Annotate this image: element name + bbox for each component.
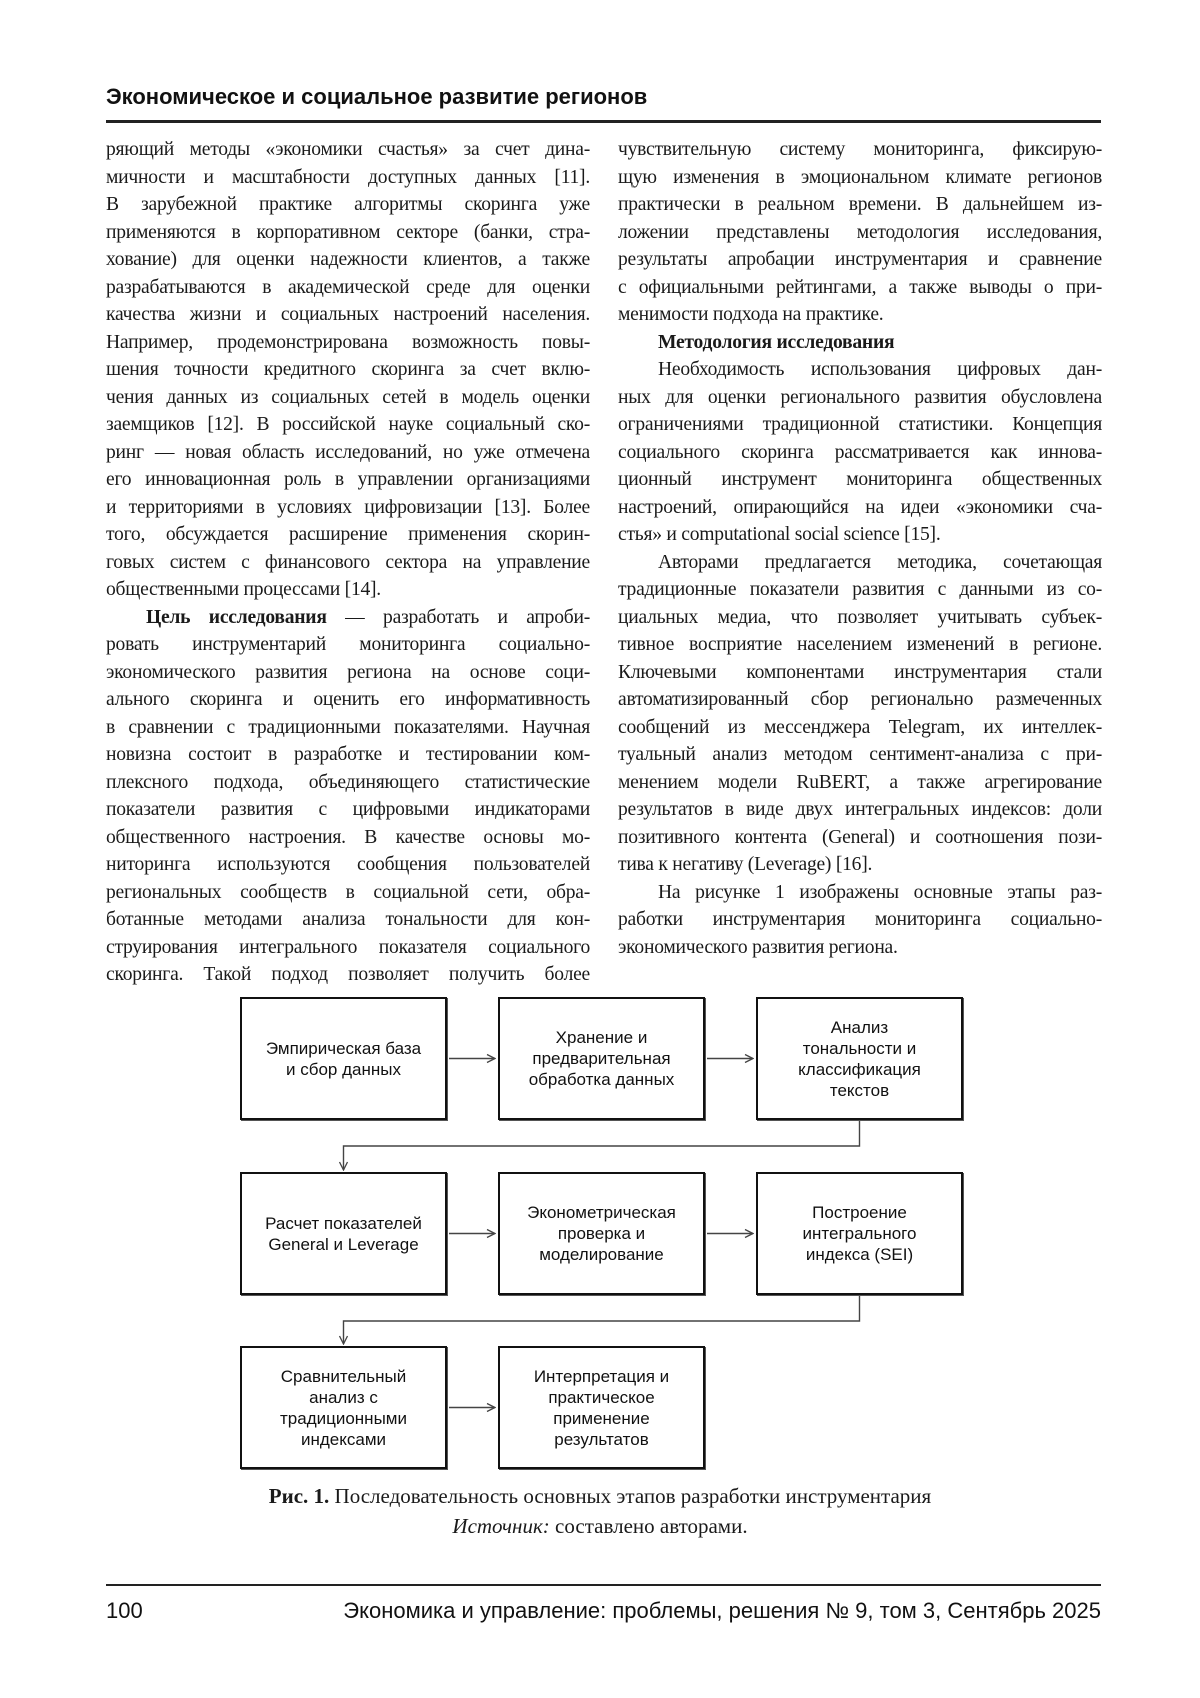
figure-label: Рис. 1. bbox=[268, 1484, 330, 1508]
text-line: Авторами предлагается методика, сочетающая bbox=[658, 551, 1102, 573]
step-text-line: классификация bbox=[798, 1059, 921, 1079]
text-line: Необходимость использования цифровых дан- bbox=[658, 359, 1102, 380]
footer-rule bbox=[106, 1584, 1101, 1586]
step-text-line: текстов bbox=[829, 1080, 890, 1100]
text-line: экономического развития региона на основе соци- bbox=[106, 661, 590, 683]
text-line: заемщиков [12]. В российской науке социальный ско- bbox=[106, 414, 590, 435]
step-text-line: индекса (SEI) bbox=[805, 1245, 914, 1264]
flowchart-step bbox=[756, 1172, 963, 1295]
step-text-line: Расчет показателей bbox=[265, 1213, 422, 1233]
text-line: ционный инструмент мониторинга общественных bbox=[618, 469, 1102, 490]
text-line: настроений, опирающийся на идеи «экономики сча- bbox=[618, 496, 1102, 518]
text-line: менимости подхода на практике. bbox=[618, 304, 884, 325]
step-text-line: Интерпретация и bbox=[533, 1366, 670, 1386]
text-line: того, обсуждается расширение применения скорин- bbox=[106, 524, 590, 545]
goal-label: Цель исследования bbox=[146, 606, 327, 628]
flowchart-step bbox=[240, 1172, 447, 1295]
text-line: общественного настроения. В качестве основы мо- bbox=[106, 826, 590, 848]
text-line: региональных сообществ в социальной сети, обра- bbox=[106, 881, 590, 903]
step-text-line: Анализ bbox=[830, 1017, 889, 1037]
text-line: циальных медиа, что позволяет учитывать субъек- bbox=[618, 606, 1102, 628]
text-line: скоринга. Такой подход позволяет получить более bbox=[106, 964, 590, 985]
text-line: Ключевыми компонентами инструментария стали bbox=[618, 661, 1102, 683]
text-line: струирования интегрального показателя социального bbox=[106, 936, 590, 958]
step-text-line: традиционными bbox=[280, 1408, 407, 1428]
step-text-line: тональности и bbox=[802, 1038, 917, 1058]
step-text-line: и сбор данных bbox=[286, 1059, 401, 1079]
flowchart-step bbox=[498, 1346, 705, 1469]
running-title: Экономическое и социальное развитие регионов bbox=[106, 84, 648, 109]
text-line: практически в реальном времени. В дальнейшем из- bbox=[618, 194, 1102, 215]
text-line: чения данных из социальных сетей в модель оценки bbox=[106, 386, 590, 408]
text-line: качества жизни и социальных настроений населения. bbox=[106, 304, 590, 325]
text-line: ринг — новая область исследований, но уже отмечена bbox=[106, 441, 590, 463]
text-line: разрабатываются в академической среде для оценки bbox=[106, 276, 590, 298]
text-line: В зарубежной практике алгоритмы скоринга уже bbox=[106, 194, 590, 215]
text-line: его инновационная роль в управлении организациями bbox=[106, 469, 590, 490]
text-line: автоматизированный сбор регионально размеченных bbox=[618, 689, 1102, 710]
text-line: ных для оценки регионального развития обусловлена bbox=[618, 386, 1102, 408]
step-text-line: индексами bbox=[300, 1429, 387, 1449]
step-text-line: Хранение и bbox=[555, 1028, 648, 1047]
text-line: с официальными рейтингами, а также выводы о при- bbox=[618, 276, 1102, 298]
step-text-line: Эмпирическая база bbox=[265, 1038, 422, 1058]
flowchart-step bbox=[240, 1346, 447, 1469]
text-line: традиционные показатели развития с данными из со- bbox=[618, 579, 1102, 600]
text-fragment: — разработать и апроби- bbox=[326, 606, 590, 628]
text-line: чувствительную систему мониторинга, фиксирую- bbox=[618, 139, 1102, 160]
text-line: и территориями в условиях цифровизации [13]. Более bbox=[106, 496, 590, 518]
step-text-line: практическое bbox=[548, 1387, 655, 1407]
text-line: говых систем с финансового сектора на управление bbox=[106, 551, 590, 573]
step-text-line: анализ с bbox=[309, 1387, 378, 1407]
flowchart-step bbox=[240, 997, 447, 1120]
text-line: тивное восприятие населением изменений в регионе. bbox=[618, 634, 1102, 655]
source-label: Источник: bbox=[452, 1514, 550, 1538]
text-line: ботанные методами анализа тональности для кон- bbox=[106, 909, 590, 930]
text-line: туальный анализ методом сентимент-анализа с при- bbox=[618, 744, 1102, 765]
text-line: позитивного контента (General) и соотношения пози- bbox=[618, 826, 1102, 848]
text-line: результаты апробации инструментария и сравнение bbox=[618, 249, 1102, 270]
step-text-line: Сравнительный bbox=[280, 1366, 407, 1386]
text-line: социального скоринга рассматривается как иннова- bbox=[618, 441, 1102, 463]
text-line: Например, продемонстрирована возможность повы- bbox=[106, 331, 590, 353]
text-line: работки инструментария мониторинга социально- bbox=[618, 909, 1102, 930]
flowchart-step bbox=[498, 997, 705, 1120]
step-text-line: обработка данных bbox=[528, 1070, 675, 1089]
text-line: ряющий методы «экономики счастья» за счет дина- bbox=[106, 139, 590, 160]
section-heading-text: Методология исследования bbox=[658, 331, 895, 353]
text-line: сообщений из мессенджера Telegram, их интеллек- bbox=[618, 716, 1102, 738]
text-line: плексного подхода, объединяющего статистические bbox=[106, 771, 590, 793]
step-text-line: General и Leverage bbox=[268, 1234, 419, 1254]
text-line: стья» и computational social science [15]. bbox=[618, 524, 941, 545]
flowchart-step bbox=[756, 997, 963, 1120]
step-text-line: Эконометрическая bbox=[527, 1203, 676, 1222]
text-line: мичности и масштабности доступных данных [11]. bbox=[106, 166, 590, 188]
text-line: ровать инструментарий мониторинга социально- bbox=[106, 634, 590, 655]
text-line: менением модели RuBERT, а также агрегирование bbox=[618, 771, 1102, 793]
step-text-line: применение bbox=[553, 1408, 650, 1428]
step-text-line: Построение bbox=[812, 1203, 907, 1222]
text-line: щую изменения в эмоциональном климате регионов bbox=[618, 166, 1102, 188]
figure-source bbox=[0, 1514, 1200, 1539]
arrow-down-connector bbox=[344, 1295, 860, 1344]
text-line: общественными процессами [14]. bbox=[106, 579, 381, 600]
text-line: показатели развития с цифровыми индикаторами bbox=[106, 799, 590, 820]
step-text-line: проверка и bbox=[557, 1224, 646, 1243]
text-line: ложении представлены методология исследования, bbox=[618, 221, 1102, 243]
text-line: шения точности кредитного скоринга за счет вклю- bbox=[106, 359, 590, 380]
text-line: хование) для оценки надежности клиентов, а также bbox=[106, 249, 590, 270]
text-line: результатов в виде двух интегральных индексов: доли bbox=[618, 799, 1102, 820]
text-line: экономического развития региона. bbox=[618, 936, 898, 958]
step-text-line: моделирование bbox=[539, 1245, 664, 1264]
flowchart-step bbox=[498, 1172, 705, 1295]
text-line: тива к негативу (Leverage) [16]. bbox=[618, 854, 873, 875]
text-line: На рисунке 1 изображены основные этапы раз- bbox=[658, 881, 1102, 903]
step-text-line: предварительная bbox=[532, 1049, 671, 1068]
arrow-down-connector bbox=[344, 1120, 860, 1170]
step-text-line: интегрального bbox=[802, 1224, 917, 1243]
text-line: новизна состоит в разработке и тестировании ком- bbox=[106, 744, 590, 765]
figure-title: Последовательность основных этапов разработки инструментария bbox=[329, 1484, 932, 1508]
text-line: в сравнении с традиционными показателями. Научная bbox=[106, 716, 590, 738]
step-text-line: результатов bbox=[554, 1429, 649, 1449]
figure-caption bbox=[0, 1484, 1200, 1509]
text-line: ограничениями традиционной статистики. Концепция bbox=[618, 414, 1102, 435]
text-line: ального скоринга и оценить его информативность bbox=[106, 689, 590, 710]
journal-info: Экономика и управление: проблемы, решения № 9, том 3, Сентябрь 2025 bbox=[343, 1598, 1101, 1623]
text-line: применяются в корпоративном секторе (банки, стра- bbox=[106, 221, 590, 243]
text-line: ниторинга используются сообщения пользователей bbox=[106, 854, 590, 875]
page-number: 100 bbox=[106, 1598, 143, 1623]
source-text: составлено авторами. bbox=[549, 1514, 748, 1538]
